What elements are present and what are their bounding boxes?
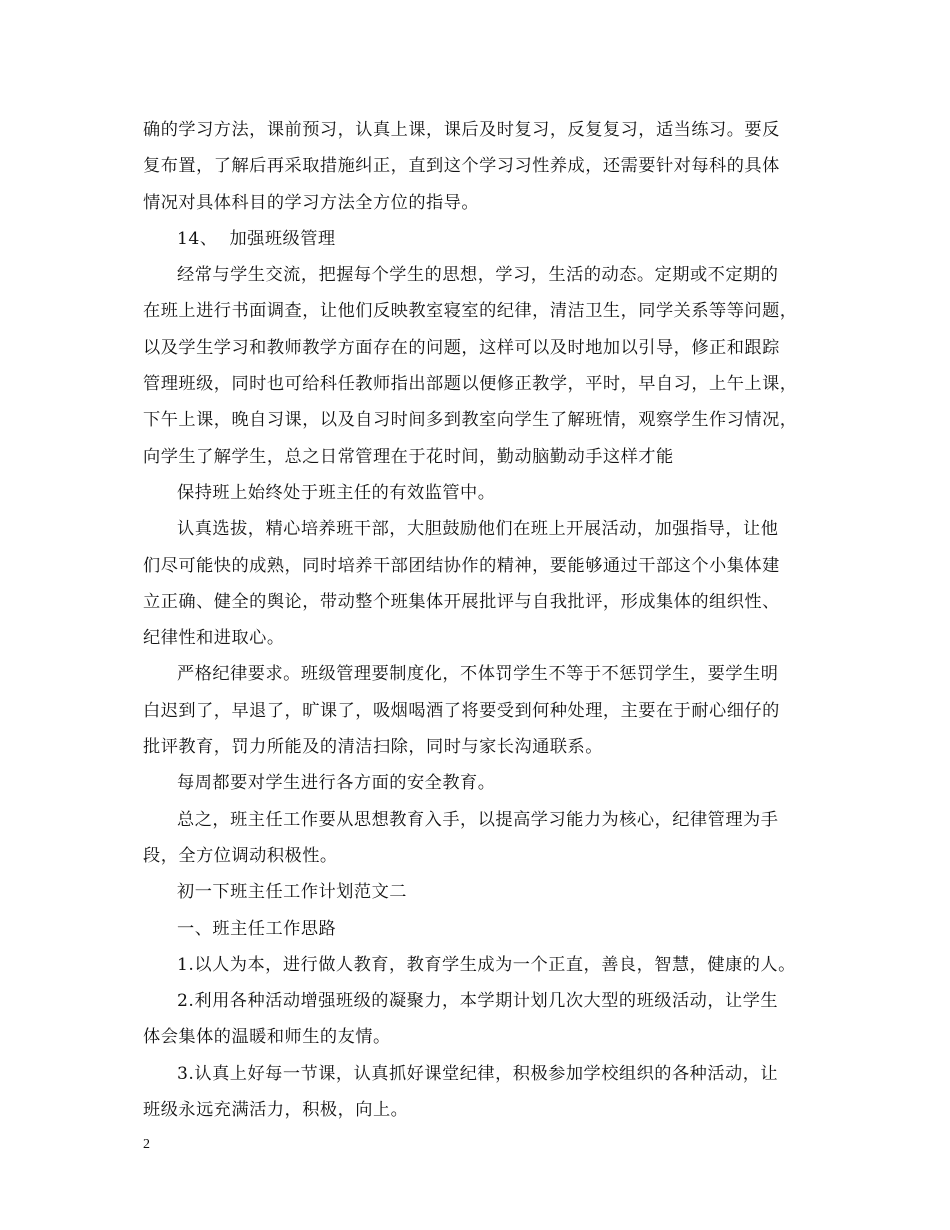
list-item	[143, 983, 815, 1056]
text-line: 一、班主任工作思路	[177, 918, 337, 939]
document-body	[143, 112, 815, 1128]
text-line: 立正确、健全的舆论，带动整个班集体开展批评与自我批评，形成集体的组织性、	[143, 591, 780, 612]
text-line: 纪律性和进取心。	[143, 628, 285, 649]
paragraph	[143, 802, 815, 875]
paragraph	[143, 511, 815, 656]
text-line: 批评教育，罚力所能及的清洁扫除，同时与家长沟通联系。	[143, 737, 603, 758]
text-line: 下午上课，晚自习课，以及自习时间多到教室向学生了解班情，观察学生作习情况，	[143, 410, 798, 431]
text-line: 保持班上始终处于班主任的有效监管中。	[177, 482, 496, 503]
text-line: 体会集体的温暖和师生的友情。	[143, 1027, 391, 1048]
text-line: 认真选拔，精心培养班干部，大胆鼓励他们在班上开展活动，加强指导，让他	[177, 519, 779, 540]
list-item	[143, 947, 815, 983]
text-line: 们尽可能快的成熟，同时培养干部团结协作的精神，要能够通过干部这个小集体建	[143, 555, 780, 576]
text-line: 严格纪律要求。班级管理要制度化，不体罚学生不等于不惩罚学生，要学生明	[177, 664, 779, 685]
section-heading	[143, 221, 815, 257]
list-item	[143, 1056, 815, 1129]
paragraph	[143, 112, 815, 221]
text-line: 以及学生学习和教师教学方面存在的问题，这样可以及时地加以引导，修正和跟踪	[143, 337, 780, 358]
page-number: 2	[143, 1137, 150, 1152]
text-line: 2.利用各种活动增强班级的凝聚力，本学期计划几次大型的班级活动，让学生	[177, 991, 779, 1012]
paragraph	[143, 475, 815, 511]
text-line: 1.以人为本，进行做人教育，教育学生成为一个正直，善良，智慧，健康的人。	[177, 954, 796, 975]
text-line: 3.认真上好每一节课，认真抓好课堂纪律，积极参加学校组织的各种活动，让	[177, 1063, 779, 1084]
text-line: 总之，班主任工作要从思想教育入手，以提高学习能力为核心，纪律管理为手	[177, 809, 779, 830]
text-line: 每周都要对学生进行各方面的安全教育。	[177, 773, 496, 794]
text-line: 初一下班主任工作计划范文二	[177, 882, 407, 903]
section-title	[143, 874, 815, 910]
text-line: 在班上进行书面调查，让他们反映教室寝室的纪律，清洁卫生，同学关系等等问题，	[143, 301, 798, 322]
text-line: 班级永远充满活力，积极，向上。	[143, 1100, 409, 1121]
paragraph	[143, 765, 815, 801]
text-line: 向学生了解学生，总之日常管理在于花时间，勤动脑勤动手这样才能	[143, 446, 674, 467]
text-line: 情况对具体科目的学习方法全方位的指导。	[143, 192, 480, 213]
paragraph	[143, 257, 815, 475]
text-line: 白迟到了，早退了，旷课了，吸烟喝酒了将要受到何种处理，主要在于耐心细仔的	[143, 700, 780, 721]
text-line: 确的学习方法，课前预习，认真上课，课后及时复习，反复复习，适当练习。要反	[143, 120, 780, 140]
paragraph	[143, 656, 815, 765]
text-line: 14、 加强班级管理	[177, 228, 336, 249]
section-heading	[143, 911, 815, 947]
text-line: 复布置，了解后再采取措施纠正，直到这个学习习性养成，还需要针对每科的具体	[143, 156, 780, 177]
text-line: 段，全方位调动积极性。	[143, 845, 338, 866]
text-line: 管理班级，同时也可给科任教师指出部题以便修正教学，平时，早自习，上午上课，	[143, 374, 798, 395]
text-line: 经常与学生交流，把握每个学生的思想，学习，生活的动态。定期或不定期的	[177, 265, 779, 286]
